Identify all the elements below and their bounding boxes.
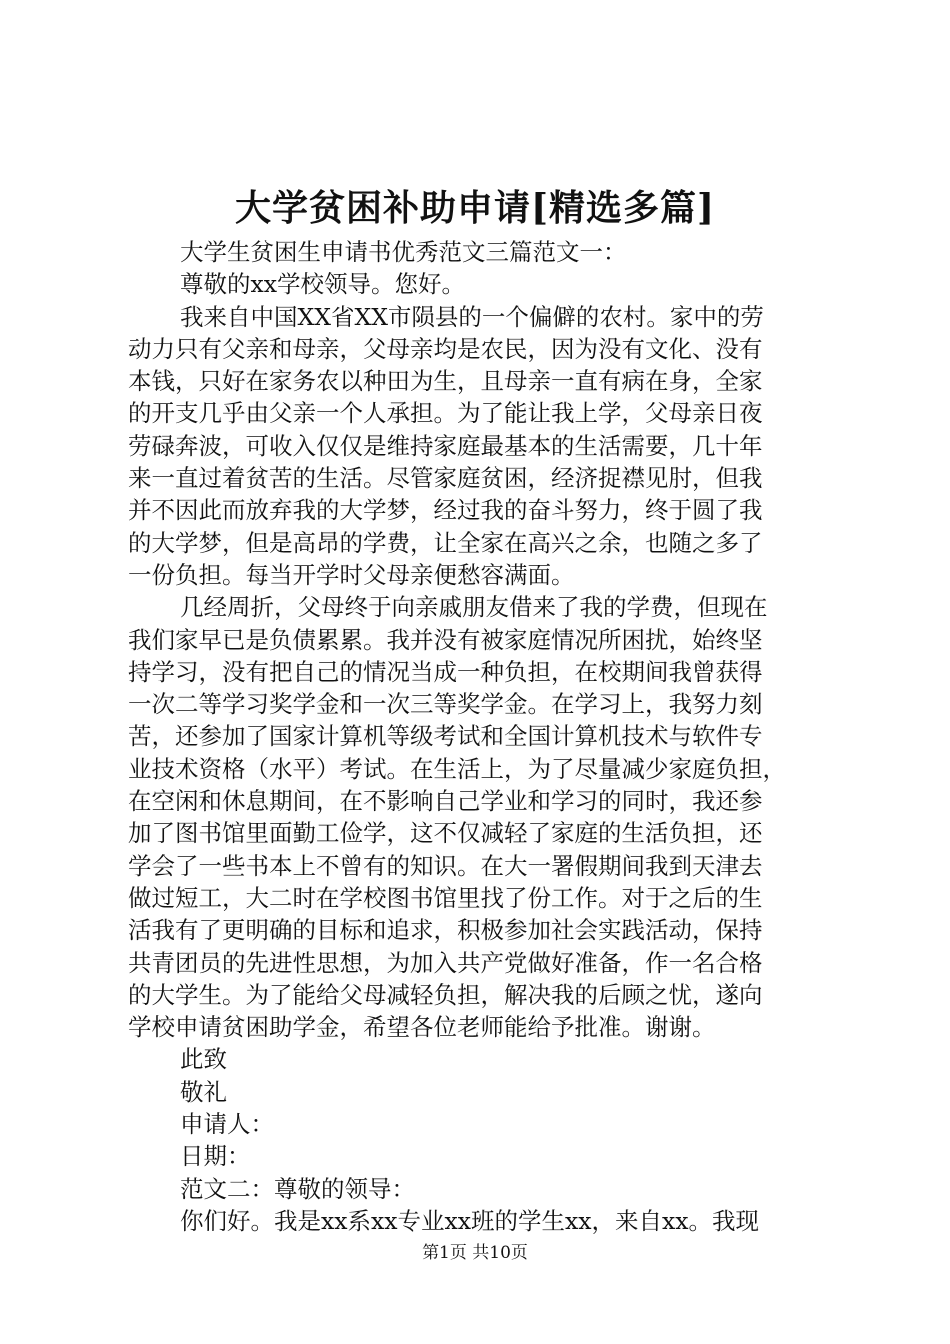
- text-line: 来一直过着贫苦的生活。尽管家庭贫困，经济捉襟见肘，但我: [128, 464, 763, 493]
- text-line: 一次二等学习奖学金和一次三等奖学金。在学习上，我努力刻: [128, 690, 763, 719]
- text-line: 持学习，没有把自己的情况当成一种负担，在校期间我曾获得: [128, 657, 763, 686]
- text-line: 敬礼: [180, 1077, 227, 1106]
- text-line: 活我有了更明确的目标和追求，积极参加社会实践活动，保持: [128, 916, 763, 945]
- text-line: 的大学生。为了能给父母减轻负担，解决我的后顾之忧，遂向: [128, 980, 763, 1009]
- text-line: 范文二：尊敬的领导：: [180, 1174, 415, 1203]
- text-line: 你们好。我是xx系xx专业xx班的学生xx，来自xx。我现: [180, 1206, 760, 1235]
- text-line: 尊敬的xx学校领导。您好。: [180, 270, 466, 299]
- text-line: 的开支几乎由父亲一个人承担。为了能让我上学，父母亲日夜: [128, 399, 763, 428]
- text-line: 业技术资格（水平）考试。在生活上，为了尽量减少家庭负担，: [128, 754, 786, 783]
- text-line: 我们家早已是负债累累。我并没有被家庭情况所困扰，始终坚: [128, 625, 763, 654]
- text-line: 动力只有父亲和母亲，父母亲均是农民，因为没有文化、没有: [128, 334, 763, 363]
- text-line: 做过短工，大二时在学校图书馆里找了份工作。对于之后的生: [128, 883, 763, 912]
- text-line: 此致: [180, 1045, 227, 1074]
- text-line: 学校申请贫困助学金，希望各位老师能给予批准。谢谢。: [128, 1013, 716, 1042]
- document-title: 大学贫困补助申请[精选多篇]: [234, 187, 716, 229]
- text-line: 一份负担。每当开学时父母亲便愁容满面。: [128, 560, 575, 589]
- page-number-footer: 第1页 共10页: [422, 1243, 528, 1263]
- text-line: 学会了一些书本上不曾有的知识。在大一署假期间我到天津去: [128, 851, 763, 880]
- text-line: 共青团员的先进性思想，为加入共产党做好准备，作一名合格: [128, 948, 763, 977]
- text-line: 大学生贫困生申请书优秀范文三篇范文一：: [180, 238, 627, 266]
- document-body: [128, 236, 838, 1237]
- text-line: 申请人：: [180, 1110, 274, 1139]
- text-line: 我来自中国XX省XX市陨县的一个偏僻的农村。家中的劳: [180, 302, 764, 331]
- text-line: 几经周折，父母终于向亲戚朋友借来了我的学费，但现在: [180, 593, 768, 622]
- text-line: 的大学梦，但是高昂的学费，让全家在高兴之余，也随之多了: [128, 528, 763, 557]
- text-line: 日期：: [180, 1142, 251, 1171]
- text-line: 劳碌奔波，可收入仅仅是维持家庭最基本的生活需要，几十年: [128, 431, 763, 460]
- text-line: 本钱，只好在家务农以种田为生，且母亲一直有病在身，全家: [128, 367, 763, 396]
- text-line: 苦，还参加了国家计算机等级考试和全国计算机技术与软件专: [128, 722, 763, 751]
- text-line: 在空闲和休息期间，在不影响自己学业和学习的同时，我还参: [128, 787, 763, 816]
- text-line: 加了图书馆里面勤工俭学，这不仅减轻了家庭的生活负担，还: [128, 819, 763, 848]
- text-line: 并不因此而放弃我的大学梦，经过我的奋斗努力，终于圆了我: [128, 496, 763, 525]
